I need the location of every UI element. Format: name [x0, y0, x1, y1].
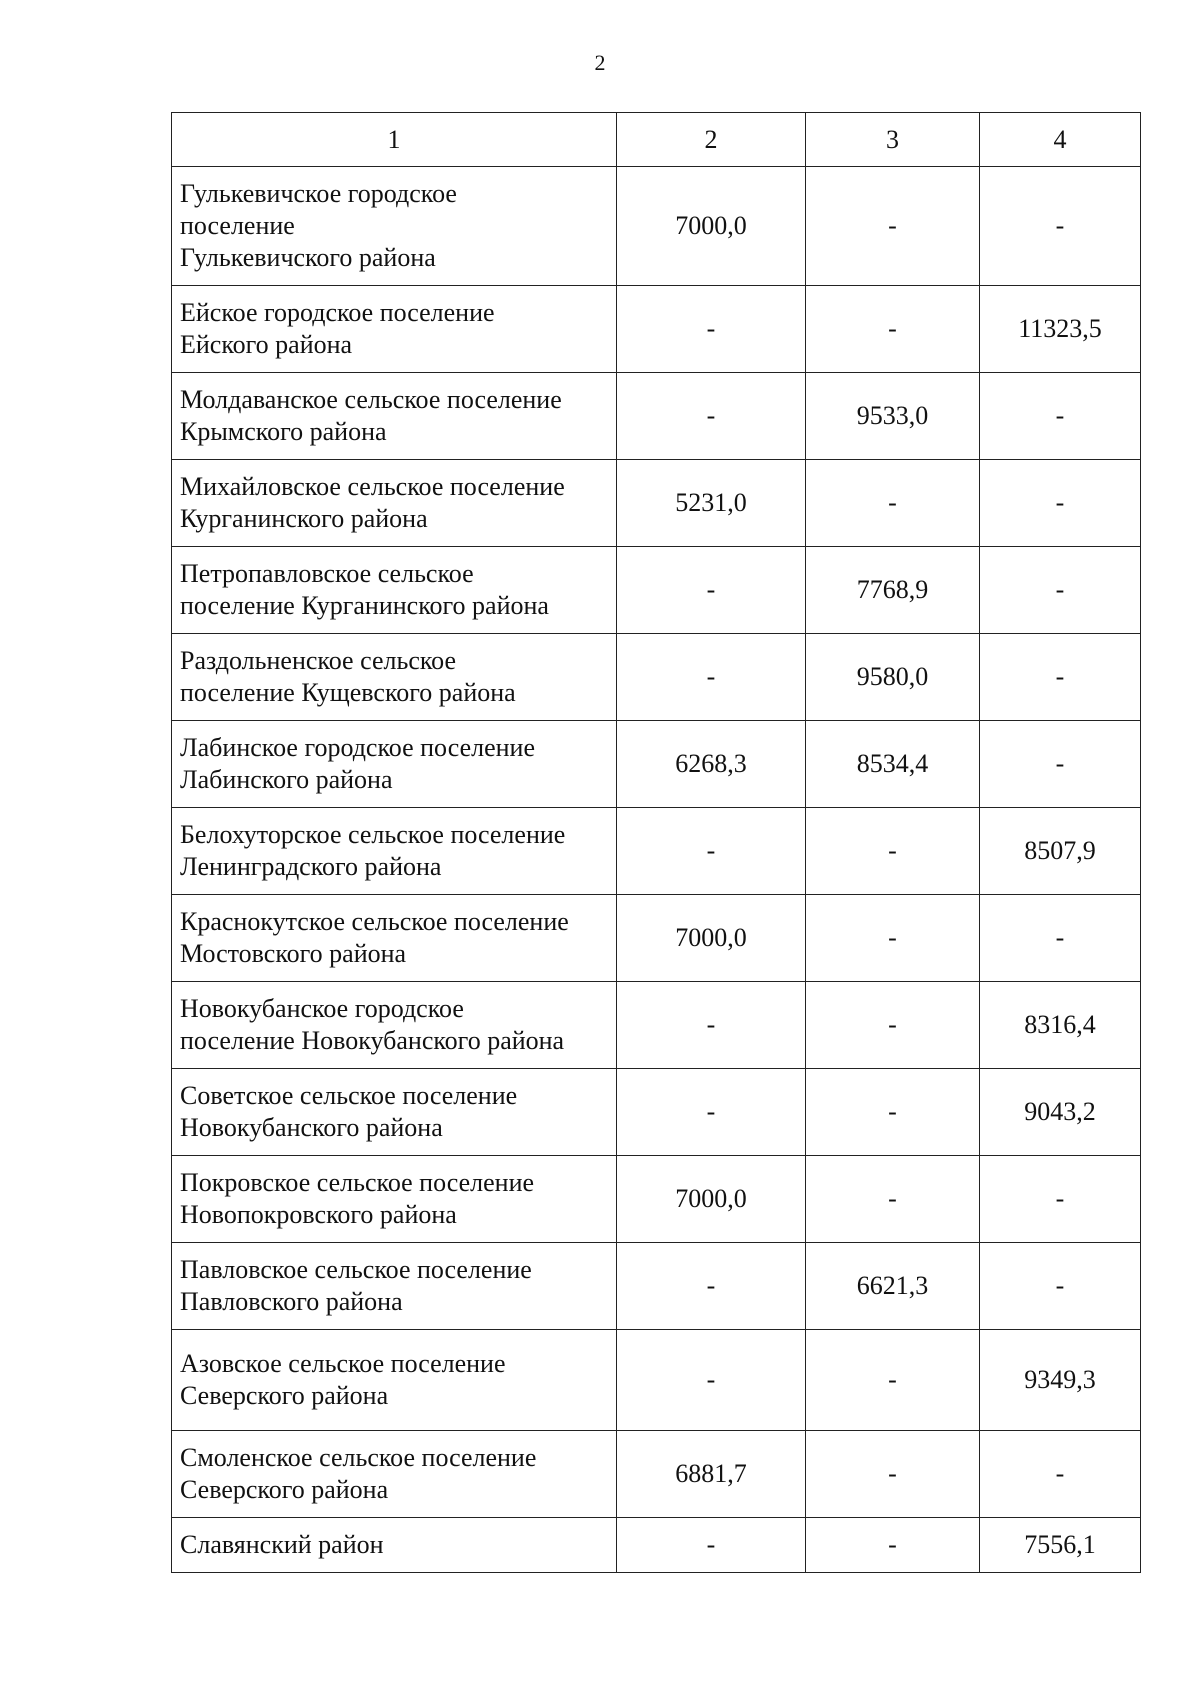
settlement-name-line: Новокубанского района — [180, 1113, 443, 1142]
table-row — [172, 286, 1141, 373]
value-cell-col4: - — [980, 1156, 1141, 1243]
table-row — [172, 460, 1141, 547]
page-number: 2 — [594, 50, 606, 75]
settlement-name-cell — [172, 167, 617, 286]
value-cell-col2: - — [617, 373, 806, 460]
settlement-name-cell — [172, 460, 617, 547]
settlement-name-line: Петропавловское сельское — [180, 559, 474, 588]
value-cell-col2: 6881,7 — [617, 1431, 806, 1518]
settlement-name-line: Краснокутское сельское поселение — [180, 907, 569, 936]
settlement-name-cell — [172, 808, 617, 895]
settlement-name-line: Северского района — [180, 1381, 389, 1410]
value-cell-col4: - — [980, 460, 1141, 547]
table-row — [172, 167, 1141, 286]
settlement-name-line: Гулькевичское городское — [180, 179, 457, 208]
settlement-name-line: Лабинское городское поселение — [180, 733, 535, 762]
settlement-name-cell — [172, 286, 617, 373]
settlement-name-line: поселение — [180, 211, 295, 240]
table-row — [172, 1243, 1141, 1330]
value-cell-col4: - — [980, 721, 1141, 808]
settlement-name-line: Северского района — [180, 1475, 389, 1504]
value-cell-col4: - — [980, 895, 1141, 982]
value-cell-col3: - — [806, 1156, 980, 1243]
header-cell-2: 2 — [617, 113, 806, 167]
settlement-name-line: Павловского района — [180, 1287, 403, 1316]
value-cell-col4: 11323,5 — [980, 286, 1141, 373]
settlement-name-cell — [172, 1069, 617, 1156]
table-row — [172, 1518, 1141, 1573]
table-row — [172, 895, 1141, 982]
value-cell-col4: 7556,1 — [980, 1518, 1141, 1573]
settlement-name-line: Лабинского района — [180, 765, 393, 794]
settlement-name-line: Ейского района — [180, 330, 353, 359]
value-cell-col4: - — [980, 373, 1141, 460]
table-row — [172, 808, 1141, 895]
settlement-name-line: Павловское сельское поселение — [180, 1255, 532, 1284]
settlement-name-line: поселение Кущевского района — [180, 678, 516, 707]
value-cell-col4: - — [980, 167, 1141, 286]
settlement-name-cell — [172, 1431, 617, 1518]
settlement-name-line: Раздольненское сельское — [180, 646, 457, 675]
value-cell-col3: - — [806, 808, 980, 895]
settlement-name-line: Курганинского района — [180, 504, 428, 533]
value-cell-col2: - — [617, 808, 806, 895]
value-cell-col3: - — [806, 1431, 980, 1518]
settlement-name-line: Белохуторское сельское поселение — [180, 820, 566, 849]
settlement-name-line: Покровское сельское поселение — [180, 1168, 535, 1197]
value-cell-col2: - — [617, 1069, 806, 1156]
settlement-name-line: поселение Новокубанского района — [180, 1026, 565, 1055]
value-cell-col4: - — [980, 634, 1141, 721]
settlement-name-line: Смоленское сельское поселение — [180, 1443, 537, 1472]
value-cell-col3: - — [806, 167, 980, 286]
table-row — [172, 721, 1141, 808]
value-cell-col2: 5231,0 — [617, 460, 806, 547]
settlement-name-line: Азовское сельское поселение — [180, 1349, 506, 1378]
value-cell-col4: 9349,3 — [980, 1330, 1141, 1431]
settlement-name-cell — [172, 721, 617, 808]
settlement-name-cell — [172, 1518, 617, 1573]
table-header-row — [172, 113, 1141, 167]
value-cell-col3: 9580,0 — [806, 634, 980, 721]
value-cell-col4: - — [980, 547, 1141, 634]
settlement-name-cell — [172, 547, 617, 634]
table-row — [172, 1330, 1141, 1431]
settlement-name-cell — [172, 1156, 617, 1243]
settlement-name-line: Ейское городское поселение — [180, 298, 495, 327]
header-cell-3: 3 — [806, 113, 980, 167]
settlement-name-line: поселение Курганинского района — [180, 591, 549, 620]
value-cell-col4: - — [980, 1431, 1141, 1518]
value-cell-col2: 6268,3 — [617, 721, 806, 808]
value-cell-col3: - — [806, 460, 980, 547]
header-cell-4: 4 — [980, 113, 1141, 167]
settlement-name-line: Славянский район — [180, 1530, 384, 1559]
settlement-name-cell — [172, 895, 617, 982]
value-cell-col3: - — [806, 286, 980, 373]
settlement-name-line: Советское сельское поселение — [180, 1081, 518, 1110]
value-cell-col4: 8507,9 — [980, 808, 1141, 895]
table-row — [172, 982, 1141, 1069]
value-cell-col2: 7000,0 — [617, 895, 806, 982]
value-cell-col2: - — [617, 1243, 806, 1330]
value-cell-col2: - — [617, 1330, 806, 1431]
value-cell-col2: - — [617, 286, 806, 373]
settlement-name-cell — [172, 1330, 617, 1431]
value-cell-col4: 8316,4 — [980, 982, 1141, 1069]
settlement-name-cell — [172, 634, 617, 721]
value-cell-col3: 7768,9 — [806, 547, 980, 634]
table-row — [172, 1069, 1141, 1156]
value-cell-col2: - — [617, 1518, 806, 1573]
value-cell-col2: - — [617, 634, 806, 721]
settlement-name-line: Молдаванское сельское поселение — [180, 385, 562, 414]
table-body — [172, 113, 1141, 1573]
table-row — [172, 373, 1141, 460]
table-row — [172, 547, 1141, 634]
value-cell-col2: 7000,0 — [617, 167, 806, 286]
value-cell-col3: - — [806, 895, 980, 982]
settlement-name-line: Гулькевичского района — [180, 243, 436, 272]
settlement-name-line: Ленинградского района — [180, 852, 442, 881]
settlement-name-line: Мостовского района — [180, 939, 407, 968]
value-cell-col3: - — [806, 982, 980, 1069]
value-cell-col3: 9533,0 — [806, 373, 980, 460]
table-row — [172, 1431, 1141, 1518]
settlement-name-line: Крымского района — [180, 417, 387, 446]
settlement-name-cell — [172, 982, 617, 1069]
settlement-name-cell — [172, 373, 617, 460]
value-cell-col4: - — [980, 1243, 1141, 1330]
value-cell-col3: - — [806, 1069, 980, 1156]
data-table — [171, 112, 1141, 1573]
value-cell-col2: - — [617, 547, 806, 634]
settlement-name-line: Новокубанское городское — [180, 994, 464, 1023]
value-cell-col4: 9043,2 — [980, 1069, 1141, 1156]
settlement-name-cell — [172, 1243, 617, 1330]
value-cell-col3: 6621,3 — [806, 1243, 980, 1330]
settlement-name-line: Михайловское сельское поселение — [180, 472, 565, 501]
settlement-name-line: Новопокровского района — [180, 1200, 457, 1229]
value-cell-col3: 8534,4 — [806, 721, 980, 808]
value-cell-col3: - — [806, 1518, 980, 1573]
table-row — [172, 634, 1141, 721]
table-row — [172, 1156, 1141, 1243]
header-cell-1: 1 — [172, 113, 617, 167]
value-cell-col2: - — [617, 982, 806, 1069]
value-cell-col3: - — [806, 1330, 980, 1431]
value-cell-col2: 7000,0 — [617, 1156, 806, 1243]
